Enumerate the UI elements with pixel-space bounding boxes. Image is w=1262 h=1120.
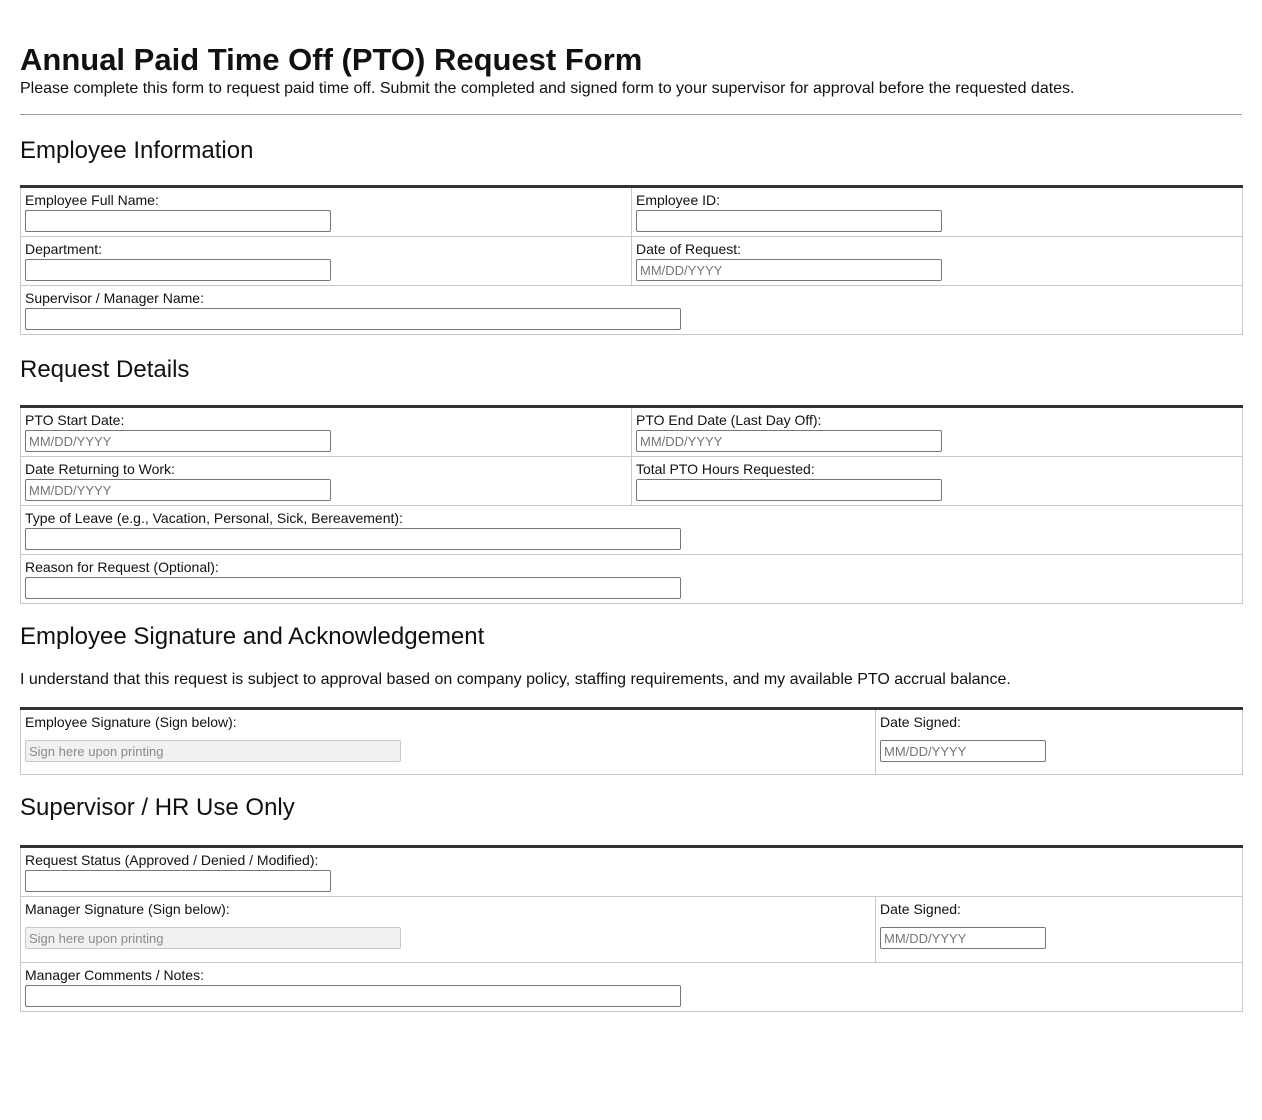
request-details-section-header (20, 335, 1242, 405)
hr-use-section-header (20, 775, 1242, 845)
intro-text: Please complete this form to request paid time off. Submit the completed and signed form to your supervisor for approval before the requested dates. (20, 80, 1075, 97)
total-hours-cell (632, 457, 1243, 506)
return-date-cell (21, 457, 632, 506)
employee-signature-table (20, 707, 1243, 775)
employee-info-table (20, 185, 1243, 335)
employee-signature-label: Employee Signature (Sign below): (25, 714, 237, 730)
reason-cell (21, 555, 1243, 604)
manager-comments-input[interactable] (25, 985, 681, 1007)
employee-id-label: Employee ID: (636, 192, 721, 208)
return-date-input[interactable] (25, 479, 331, 501)
start-date-label: PTO Start Date: (25, 412, 125, 428)
return-date-label: Date Returning to Work: (25, 461, 175, 477)
employee-date-signed-input[interactable] (880, 740, 1046, 762)
supervisor-name-label: Supervisor / Manager Name: (25, 290, 204, 306)
manager-comments-label: Manager Comments / Notes: (25, 967, 204, 983)
full-name-label: Employee Full Name: (25, 192, 159, 208)
hr-use-table (20, 845, 1243, 1012)
employee-signature-section-header (20, 604, 1242, 670)
hr-use-heading: Supervisor / HR Use Only (20, 794, 295, 821)
department-cell (21, 237, 632, 286)
employee-date-signed-label: Date Signed: (880, 714, 961, 730)
supervisor-name-input[interactable] (25, 308, 681, 330)
date-of-request-cell (632, 237, 1243, 286)
page-title: Annual Paid Time Off (PTO) Request Form (20, 42, 643, 77)
leave-type-cell (21, 506, 1243, 555)
acknowledgement-text: I understand that this request is subject to approval based on company policy, staffing requirements, and my available PTO accrual balance. (20, 671, 1011, 688)
reason-input[interactable] (25, 577, 681, 599)
supervisor-name-cell (21, 286, 1243, 335)
manager-date-signed-cell (876, 897, 1243, 963)
full-name-input[interactable] (25, 210, 331, 232)
reason-label: Reason for Request (Optional): (25, 559, 219, 575)
manager-comments-cell (21, 963, 1243, 1012)
end-date-cell (632, 407, 1243, 457)
request-details-table (20, 405, 1243, 604)
request-status-input[interactable] (25, 870, 331, 892)
leave-type-label: Type of Leave (e.g., Vacation, Personal, Sick, Bereavement): (25, 510, 403, 526)
employee-id-cell (632, 187, 1243, 237)
end-date-label: PTO End Date (Last Day Off): (636, 412, 822, 428)
request-details-heading: Request Details (20, 356, 190, 383)
employee-id-input[interactable] (636, 210, 942, 232)
end-date-input[interactable] (636, 430, 942, 452)
date-of-request-label: Date of Request: (636, 241, 742, 257)
request-status-cell (21, 847, 1243, 897)
employee-signature-heading: Employee Signature and Acknowledgement (20, 623, 485, 650)
employee-signature-field[interactable] (25, 740, 401, 762)
manager-date-signed-input[interactable] (880, 927, 1046, 949)
manager-signature-field[interactable] (25, 927, 401, 949)
start-date-input[interactable] (25, 430, 331, 452)
employee-info-section-header (20, 115, 1242, 185)
leave-type-input[interactable] (25, 528, 681, 550)
start-date-cell (21, 407, 632, 457)
total-hours-input[interactable] (636, 479, 942, 501)
manager-signature-cell (21, 897, 876, 963)
request-status-label: Request Status (Approved / Denied / Modified): (25, 852, 319, 868)
employee-info-heading: Employee Information (20, 137, 254, 164)
manager-signature-label: Manager Signature (Sign below): (25, 901, 230, 917)
date-of-request-input[interactable] (636, 259, 942, 281)
department-input[interactable] (25, 259, 331, 281)
total-hours-label: Total PTO Hours Requested: (636, 461, 815, 477)
full-name-cell (21, 187, 632, 237)
employee-date-signed-cell (876, 709, 1243, 775)
department-label: Department: (25, 241, 103, 257)
manager-date-signed-label: Date Signed: (880, 901, 961, 917)
employee-signature-cell (21, 709, 876, 775)
